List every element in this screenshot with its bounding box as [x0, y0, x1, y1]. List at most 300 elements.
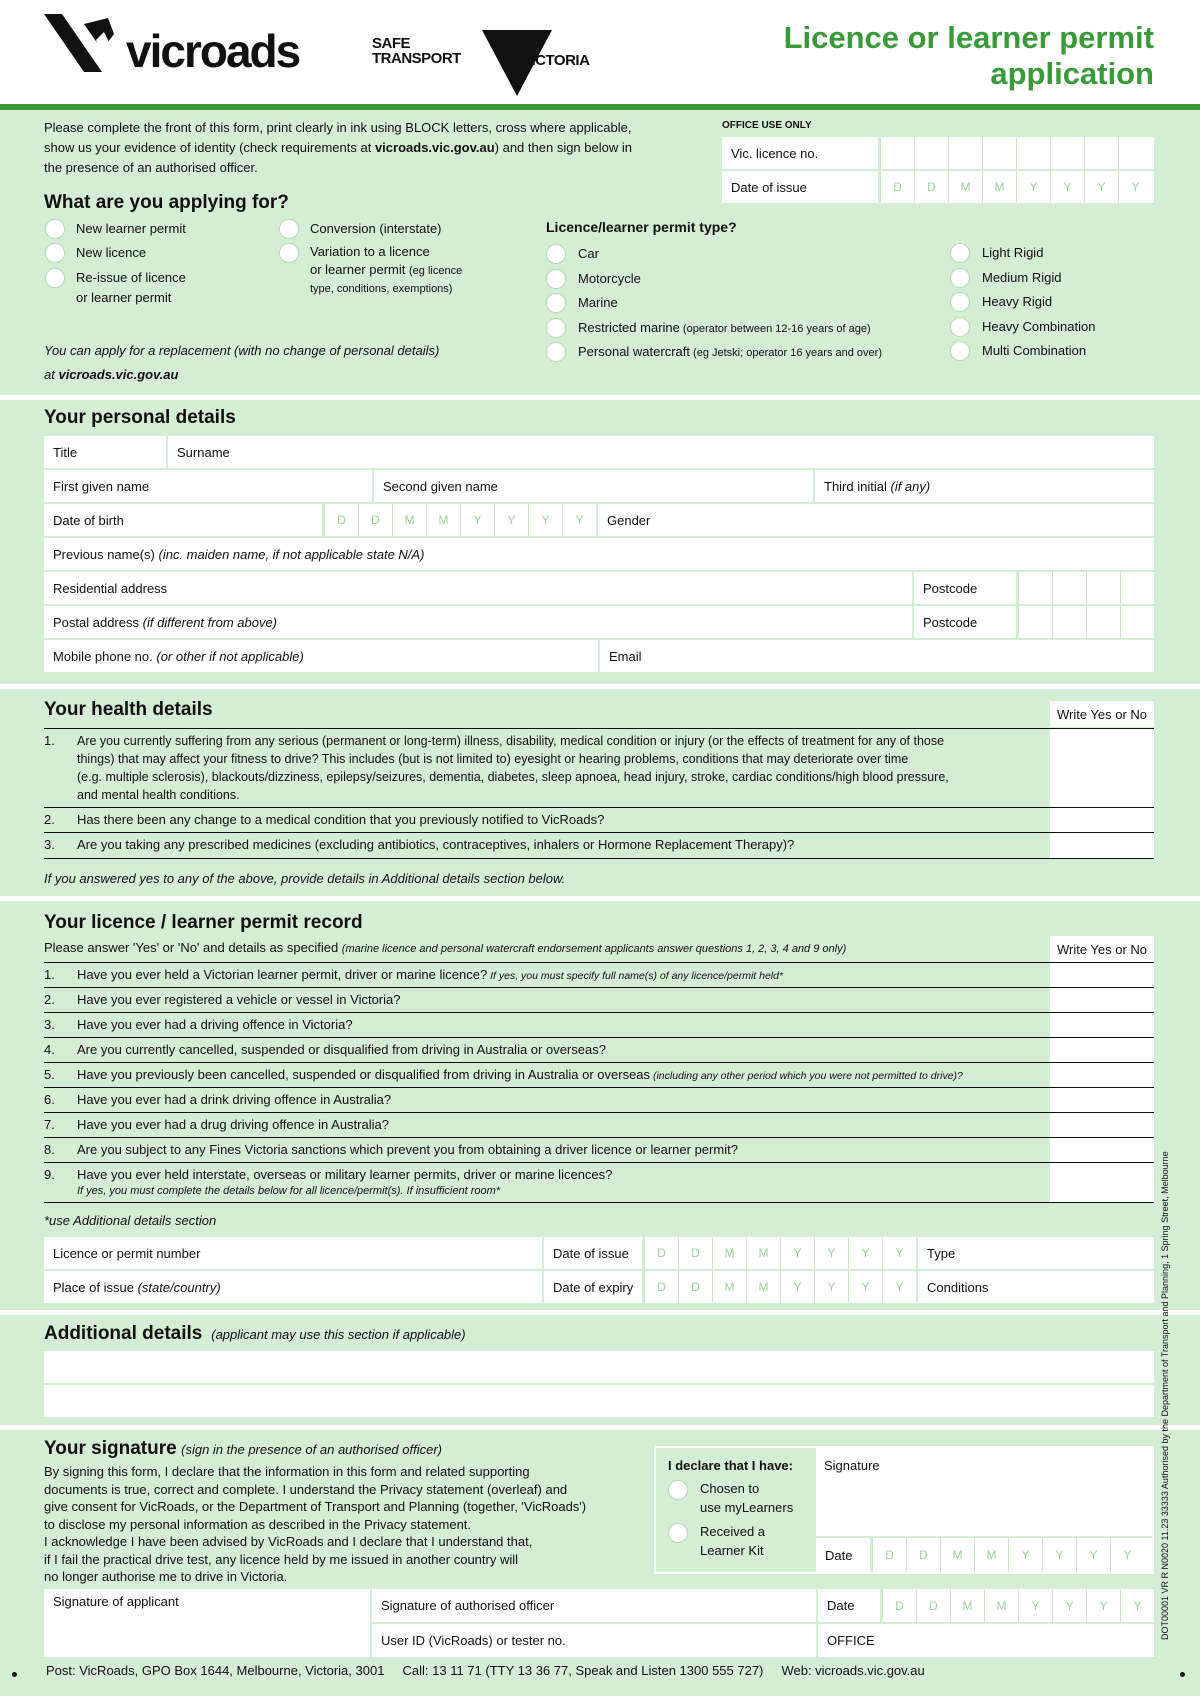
question-note: If yes, you must specify full name(s) of any licence/permit held* — [487, 970, 784, 982]
digit-box[interactable] — [1052, 606, 1086, 638]
date-digit-box[interactable]: Y — [1052, 1589, 1086, 1622]
date-digit-box[interactable]: Y — [1008, 1538, 1042, 1572]
question-text — [77, 732, 1050, 804]
health-answer-1[interactable] — [1050, 729, 1154, 808]
safe-transport-victoria-logo — [372, 30, 602, 100]
use-additional-note: *use Additional details section — [44, 1213, 217, 1228]
digit-box[interactable] — [914, 137, 948, 169]
vicroads-logo-icon — [44, 10, 124, 78]
digit-box[interactable] — [880, 137, 914, 169]
question-main: Are you subject to any Fines Victoria sanctions which prevent you from obtaining a driver licence or learner permit? — [77, 1142, 738, 1157]
learner-kit-line2: Learner Kit — [700, 1543, 764, 1558]
date-digit-box[interactable]: Y — [1050, 171, 1084, 203]
section-separator — [0, 1425, 1200, 1430]
date-digit-box[interactable]: D — [880, 171, 914, 203]
replacement-line2 — [44, 365, 178, 385]
office-date-row — [722, 171, 1154, 203]
declaration-line: By signing this form, I declare that the information in this form and related supporting — [44, 1464, 530, 1479]
third-initial-note: (if any) — [890, 478, 931, 494]
date-digit-box[interactable]: Y — [814, 1271, 848, 1303]
date-expiry-label: Date of expiry — [544, 1271, 644, 1303]
reissue-line1: Re-issue of licence — [76, 270, 186, 285]
date-digit-box[interactable]: Y — [1084, 171, 1118, 203]
variation-line2-text: or learner permit — [310, 262, 406, 277]
previous-name-row[interactable] — [44, 538, 1154, 570]
dob-row — [44, 504, 1154, 536]
date-digit-box[interactable]: M — [950, 1589, 984, 1622]
licence-number-label: Licence or permit number — [53, 1245, 201, 1261]
footer-web[interactable]: Web: vicroads.vic.gov.au — [781, 1663, 925, 1678]
question-text — [77, 991, 1050, 1008]
record-instr-text: Please answer 'Yes' or 'No' and details as specified — [44, 940, 339, 955]
permit-type-label — [578, 318, 871, 339]
gender-label: Gender — [607, 512, 651, 528]
date-digit-box[interactable]: D — [644, 1237, 678, 1269]
date-digit-box[interactable]: D — [882, 1589, 916, 1622]
given-names-row — [44, 470, 1154, 502]
variation-line2 — [310, 261, 462, 280]
replacement-at: at — [44, 367, 59, 382]
heavy-vehicle-label: Heavy Combination — [982, 318, 1096, 334]
officer-date-label: Date — [818, 1589, 882, 1622]
declaration-line: no longer authorise me to drive in Victoria. — [44, 1569, 288, 1584]
intro-line1: Please complete the front of this form, print clearly in ink using BLOCK letters, cross where applicable, — [44, 120, 632, 135]
conversion-radio[interactable] — [279, 219, 299, 239]
place-issue-field[interactable] — [44, 1271, 544, 1303]
record-answer[interactable] — [1050, 988, 1154, 1013]
replacement-line1: You can apply for a replacement (with no change of personal details) — [44, 343, 440, 358]
permit-type-text: Personal watercraft — [578, 344, 690, 359]
question-main: Have you ever had a driving offence in Victoria? — [77, 1017, 353, 1032]
intro-line2c: ) and then sign below in — [494, 140, 632, 155]
learner-kit-radio[interactable] — [668, 1523, 688, 1543]
declaration-line: give consent for VicRoads, or the Department of Transport and Planning (together, 'VicRoads') — [44, 1499, 587, 1514]
heavy-vehicle-radio[interactable] — [950, 243, 970, 263]
record-answer-9[interactable] — [1050, 1163, 1154, 1203]
question-number: 3. — [44, 837, 55, 852]
variation-radio[interactable] — [279, 243, 299, 263]
dob-label: Date of birth — [44, 504, 324, 536]
vicroads-logo-text: vicroads — [126, 25, 300, 77]
officer-date-boxes[interactable] — [882, 1589, 1154, 1622]
title-field[interactable] — [44, 436, 168, 468]
date-digit-box[interactable]: D — [906, 1538, 940, 1572]
date-digit-box[interactable]: D — [358, 504, 392, 536]
record-answer[interactable] — [1050, 963, 1154, 988]
intro-line3: the presence of an authorised officer. — [44, 160, 258, 175]
question-text — [77, 1091, 1050, 1108]
date-digit-box[interactable]: D — [678, 1271, 712, 1303]
mylearners-line1: Chosen to — [700, 1481, 760, 1496]
office-licence-no-boxes[interactable] — [880, 137, 1152, 169]
third-initial-field[interactable] — [815, 470, 1154, 502]
date-digit-box[interactable]: D — [324, 504, 358, 536]
record-answer[interactable] — [1050, 1038, 1154, 1063]
additional-line-2[interactable] — [44, 1385, 1154, 1417]
record-question — [44, 1063, 1050, 1088]
officer-signature-label: Signature of authorised officer — [381, 1598, 555, 1613]
record-answer[interactable] — [1050, 1063, 1154, 1088]
date-digit-box[interactable]: Y — [528, 504, 562, 536]
applying-heading: What are you applying for? — [44, 192, 289, 213]
licence-number-field[interactable] — [44, 1237, 544, 1269]
type-label: Type — [927, 1245, 956, 1261]
date-digit-box[interactable]: M — [712, 1237, 746, 1269]
q1-line2: things) that may affect your fitness to drive? This includes (but is not limited to) eyesight or hearing problems, conditions that may deteriorate over time — [77, 752, 909, 766]
licence-number-row — [44, 1237, 1154, 1269]
residential-label: Residential address — [53, 580, 168, 596]
office-licence-no-row — [722, 137, 1154, 169]
heavy-vehicle-radio[interactable] — [950, 292, 970, 312]
date-digit-box[interactable]: Y — [780, 1271, 814, 1303]
question-main: Have you ever held a Victorian learner permit, driver or marine licence? — [77, 967, 488, 982]
reissue-radio[interactable] — [45, 268, 65, 288]
record-question — [44, 1038, 1050, 1063]
question-text: Has there been any change to a medical condition that you previously notified to VicRoads? — [77, 812, 605, 827]
permit-type-label — [578, 269, 641, 289]
postal-field[interactable] — [44, 606, 914, 638]
question-number: 8. — [44, 1142, 55, 1157]
additional-line-1[interactable] — [44, 1351, 1154, 1383]
email-field[interactable] — [600, 640, 1154, 672]
date-digit-box[interactable]: M — [982, 171, 1016, 203]
form-title-line2: application — [990, 56, 1154, 91]
conditions-field[interactable] — [918, 1271, 1154, 1303]
mylearners-label — [700, 1479, 793, 1517]
footer — [46, 1663, 925, 1678]
question-main: Have you ever registered a vehicle or vessel in Victoria? — [77, 992, 401, 1007]
date-digit-box[interactable]: D — [678, 1237, 712, 1269]
question-number: 3. — [44, 1017, 55, 1032]
surname-field[interactable] — [168, 436, 1154, 468]
additional-heading: Additional details — [44, 1323, 203, 1344]
date-digit-box[interactable]: Y — [780, 1237, 814, 1269]
date-digit-box[interactable]: Y — [848, 1237, 882, 1269]
form-title-line1: Licence or learner permit — [783, 20, 1154, 55]
office-date-label: Date of issue — [722, 171, 880, 203]
date-digit-box[interactable]: M — [392, 504, 426, 536]
declaration-line: documents is true, correct and complete. I understand the Privacy statement (overleaf) and — [44, 1481, 568, 1497]
record-heading: Your licence / learner permit record — [44, 912, 363, 933]
heavy-vehicle-label: Light Rigid — [982, 245, 1044, 260]
reissue-line2: or learner permit — [76, 290, 172, 305]
digit-box[interactable] — [1016, 137, 1050, 169]
question-text — [77, 966, 1050, 985]
permit-type-text: Motorcycle — [578, 270, 641, 286]
question-text — [77, 1116, 1050, 1133]
digit-box[interactable] — [982, 137, 1016, 169]
signature-declaration — [44, 1463, 644, 1586]
question-note: (including any other period which you were not permitted to drive)? — [650, 1070, 963, 1082]
section-separator — [0, 684, 1200, 689]
date-digit-box[interactable]: Y — [1120, 1589, 1154, 1622]
question-text — [77, 1141, 1050, 1158]
office-date-boxes[interactable] — [880, 171, 1152, 203]
question-text — [77, 1041, 1050, 1058]
stv-line1: SAFE — [372, 35, 411, 52]
permit-type-label — [578, 293, 618, 313]
date-digit-box[interactable]: M — [948, 171, 982, 203]
record-answer[interactable] — [1050, 1088, 1154, 1113]
new-learner-permit-label: New learner permit — [76, 221, 186, 236]
date-digit-box[interactable]: M — [984, 1589, 1018, 1622]
question-main: Are you currently cancelled, suspended or disqualified from driving in Australia or overseas? — [77, 1042, 606, 1057]
date-digit-box[interactable]: Y — [814, 1237, 848, 1269]
record-answer-header: Write Yes or No — [1050, 936, 1154, 962]
mobile-field[interactable] — [44, 640, 600, 672]
date-digit-box[interactable]: Y — [882, 1237, 916, 1269]
date-digit-box[interactable]: Y — [460, 504, 494, 536]
footer-call: Call: 13 11 71 (TTY 13 36 77, Speak and Listen 1300 555 727) — [402, 1663, 764, 1678]
office-licence-no-label: Vic. licence no. — [722, 137, 880, 169]
date-digit-box[interactable]: Y — [494, 504, 528, 536]
previous-name-label: Previous name(s) — [53, 546, 155, 562]
date-digit-box[interactable]: Y — [1076, 1538, 1110, 1572]
question-text: Are you taking any prescribed medicines (excluding antibiotics, contraceptives, inhalers or Hormone Replacement Therapy)? — [77, 837, 795, 852]
permit-type-text: Restricted marine — [578, 319, 680, 335]
record-question — [44, 1138, 1050, 1163]
surname-label: Surname — [177, 444, 230, 460]
gender-field[interactable] — [598, 504, 1154, 536]
postal-postcode-label: Postcode — [914, 606, 1018, 638]
date-digit-box[interactable]: M — [712, 1271, 746, 1303]
heavy-vehicle-radio[interactable] — [950, 317, 970, 337]
officer-signature-field[interactable] — [372, 1589, 818, 1622]
corner-mark — [1180, 1672, 1185, 1677]
question-text — [77, 1166, 1050, 1200]
signature-date-label: Date — [816, 1538, 872, 1572]
permit-type-radio[interactable] — [546, 269, 566, 289]
health-question-3 — [44, 833, 1050, 859]
q1-line1: Are you currently suffering from any serious (permanent or long-term) illness, disability, medical condition or injury (or the effects of treatment for any of those — [77, 734, 945, 748]
variation-line1: Variation to a licence — [310, 244, 430, 259]
conditions-label: Conditions — [927, 1279, 989, 1295]
variation-line2-note: (eg licence — [409, 265, 463, 277]
signature-field-label: Signature — [824, 1458, 880, 1473]
permit-type-radio[interactable] — [546, 342, 566, 362]
date-issue-boxes[interactable] — [644, 1237, 918, 1269]
new-licence-label: New licence — [76, 245, 147, 260]
second-name-field[interactable] — [374, 470, 815, 502]
stv-line2: TRANSPORT — [372, 50, 461, 67]
previous-name-note: (inc. maiden name, if not applicable state N/A) — [158, 546, 425, 562]
date-digit-box[interactable]: Y — [1118, 171, 1152, 203]
heavy-vehicle-label: Heavy Rigid — [982, 294, 1053, 309]
second-name-label: Second given name — [383, 478, 498, 494]
question-number: 1. — [44, 733, 55, 748]
permit-type-radio[interactable] — [546, 318, 566, 338]
q1-line3: (e.g. multiple sclerosis), blackouts/dizziness, epilepsy/seizures, dementia, diabetes, sleep apnoea, head injury, stroke, cardiac conditions/high blood pressure, — [77, 770, 949, 784]
user-id-row — [372, 1624, 1154, 1657]
res-postcode-boxes[interactable] — [1018, 572, 1154, 604]
first-name-label: First given name — [53, 478, 150, 494]
date-digit-box[interactable]: M — [746, 1237, 780, 1269]
declaration-line: if I fail the practical drive test, any licence held by me issued in another country will — [44, 1551, 519, 1567]
signature-heading-row — [44, 1438, 442, 1460]
applicant-signature-field[interactable] — [44, 1589, 370, 1657]
reissue-label — [76, 268, 186, 308]
section-separator — [0, 896, 1200, 901]
heavy-vehicle-radio[interactable] — [950, 268, 970, 288]
footer-post: Post: VicRoads, GPO Box 1644, Melbourne, Victoria, 3001 — [46, 1663, 385, 1678]
signature-heading-note: (sign in the presence of an authorised officer) — [181, 1442, 442, 1457]
additional-heading-row — [44, 1323, 466, 1345]
digit-box[interactable] — [948, 137, 982, 169]
applicant-signature-label: Signature of applicant — [53, 1594, 179, 1609]
record-question — [44, 1013, 1050, 1038]
record-question — [44, 963, 1050, 988]
date-digit-box[interactable]: M — [746, 1271, 780, 1303]
date-expiry-boxes[interactable] — [644, 1271, 918, 1303]
record-question — [44, 1113, 1050, 1138]
permit-type-note: (operator between 12-16 years of age) — [679, 322, 871, 335]
declare-label: I declare that I have: — [668, 1458, 793, 1473]
record-answer[interactable] — [1050, 1138, 1154, 1163]
question-number: 4. — [44, 1042, 55, 1057]
new-licence-radio[interactable] — [45, 243, 65, 263]
digit-box[interactable] — [1018, 606, 1052, 638]
date-digit-box[interactable]: D — [872, 1538, 906, 1572]
question-number: 1. — [44, 967, 55, 982]
additional-note: (applicant may use this section if applicable) — [211, 1327, 466, 1342]
health-answer-2[interactable] — [1050, 808, 1154, 833]
date-digit-box[interactable]: M — [426, 504, 460, 536]
date-digit-box[interactable]: Y — [1110, 1538, 1144, 1572]
health-question-1 — [44, 729, 1050, 808]
permit-type-heading: Licence/learner permit type? — [546, 219, 737, 235]
residential-field[interactable] — [44, 572, 914, 604]
date-digit-box[interactable]: D — [916, 1589, 950, 1622]
digit-box[interactable] — [1118, 137, 1152, 169]
question-text — [77, 1066, 1050, 1085]
place-issue-row — [44, 1271, 1154, 1303]
postal-note: (if different from above) — [142, 614, 278, 630]
date-digit-box[interactable]: Y — [1016, 171, 1050, 203]
postal-postcode-boxes[interactable] — [1018, 606, 1154, 638]
permit-type-text: Car — [578, 246, 599, 261]
replacement-link: vicroads.vic.gov.au — [58, 367, 179, 382]
contact-row — [44, 640, 1154, 672]
intro-line2 — [44, 138, 714, 158]
digit-box[interactable] — [1120, 606, 1154, 638]
question-number: 9. — [44, 1167, 55, 1182]
place-issue-label: Place of issue — [53, 1279, 134, 1295]
previous-name-field[interactable] — [44, 538, 1154, 570]
name-row — [44, 436, 1154, 468]
date-digit-box[interactable]: Y — [562, 504, 596, 536]
date-digit-box[interactable]: Y — [848, 1271, 882, 1303]
digit-box[interactable] — [1086, 572, 1120, 604]
signature-date-boxes[interactable] — [872, 1538, 1144, 1572]
signature-date-row — [816, 1538, 1152, 1572]
mylearners-line2: use myLearners — [700, 1500, 794, 1515]
heavy-vehicle-radio[interactable] — [950, 341, 970, 361]
health-footnote: If you answered yes to any of the above, provide details in Additional details section below. — [44, 871, 566, 886]
section-separator — [0, 1310, 1200, 1315]
variation-line3: type, conditions, exemptions) — [310, 283, 453, 295]
question-text — [77, 1016, 1050, 1033]
new-learner-permit-radio[interactable] — [45, 219, 65, 239]
date-digit-box[interactable]: Y — [1086, 1589, 1120, 1622]
digit-box[interactable] — [1018, 572, 1052, 604]
stv-line3: VICTORIA — [522, 52, 590, 69]
date-digit-box[interactable]: D — [914, 171, 948, 203]
question-main: Have you ever had a drink driving offence in Australia? — [77, 1092, 392, 1107]
digit-box[interactable] — [1086, 606, 1120, 638]
question-number: 7. — [44, 1117, 55, 1132]
permit-type-label — [578, 244, 599, 264]
question-number: 2. — [44, 812, 55, 827]
date-digit-box[interactable]: D — [644, 1271, 678, 1303]
heavy-vehicle-label: Medium Rigid — [982, 269, 1062, 285]
office-label: OFFICE — [827, 1633, 875, 1648]
date-issue-label: Date of issue — [544, 1237, 644, 1269]
dob-boxes[interactable] — [324, 504, 598, 536]
mylearners-radio[interactable] — [668, 1480, 688, 1500]
date-digit-box[interactable]: M — [974, 1538, 1008, 1572]
q9-text: Have you ever held interstate, overseas or military learner permits, driver or marine licences? — [77, 1167, 613, 1182]
record-question — [44, 988, 1050, 1013]
health-heading: Your health details — [44, 699, 213, 720]
postal-label: Postal address — [53, 614, 139, 630]
user-id-label: User ID (VicRoads) or tester no. — [381, 1633, 566, 1648]
vicroads-logo — [44, 10, 334, 80]
record-answer[interactable] — [1050, 1113, 1154, 1138]
digit-box[interactable] — [1084, 137, 1118, 169]
date-digit-box[interactable]: M — [940, 1538, 974, 1572]
question-number: 2. — [44, 992, 55, 1007]
q1-line4: and mental health conditions. — [77, 788, 240, 802]
date-digit-box[interactable]: Y — [1018, 1589, 1052, 1622]
officer-signature-row — [372, 1589, 1154, 1622]
digit-box[interactable] — [1052, 572, 1086, 604]
declaration-line: to disclose my personal information as described in the Privacy statement. — [44, 1516, 472, 1532]
permit-type-text: Marine — [578, 295, 618, 310]
user-id-field[interactable] — [372, 1624, 818, 1657]
intro-line2a: show us your evidence of identity (check requirements at — [44, 140, 375, 155]
place-issue-note: (state/country) — [137, 1279, 221, 1295]
record-answer[interactable] — [1050, 1013, 1154, 1038]
office-use-heading: OFFICE USE ONLY — [722, 120, 812, 131]
section-separator — [0, 395, 1200, 400]
digit-box[interactable] — [1120, 572, 1154, 604]
health-question-2 — [44, 808, 1050, 833]
record-question — [44, 1088, 1050, 1113]
learner-kit-line1: Received a — [700, 1524, 766, 1539]
q9-note: If yes, you must complete the details below for all licence/permit(s). If insufficient room* — [77, 1185, 501, 1197]
intro-link: vicroads.vic.gov.au — [374, 140, 495, 155]
date-digit-box[interactable]: Y — [882, 1271, 916, 1303]
personal-heading: Your personal details — [44, 407, 236, 428]
health-answer-3[interactable] — [1050, 833, 1154, 859]
third-initial-label: Third initial — [824, 478, 887, 494]
permit-type-label — [578, 342, 882, 363]
permit-type-radio[interactable] — [546, 293, 566, 313]
mobile-label: Mobile phone no. — [53, 648, 153, 664]
record-question-9 — [44, 1163, 1050, 1203]
residential-row — [44, 572, 1154, 604]
health-answer-header: Write Yes or No — [1050, 701, 1154, 727]
date-digit-box[interactable]: Y — [1042, 1538, 1076, 1572]
first-name-field[interactable] — [44, 470, 374, 502]
digit-box[interactable] — [1050, 137, 1084, 169]
question-main: Have you previously been cancelled, suspended or disqualified from driving in Australia or overseas — [77, 1067, 651, 1082]
record-instructions — [44, 938, 1044, 959]
record-instr-note: (marine licence and personal watercraft endorsement applicants answer questions 1, 2, 3, 4 and 9 only) — [341, 943, 847, 955]
permit-type-radio[interactable] — [546, 244, 566, 264]
signature-field[interactable] — [816, 1448, 1152, 1536]
type-field[interactable] — [918, 1237, 1154, 1269]
